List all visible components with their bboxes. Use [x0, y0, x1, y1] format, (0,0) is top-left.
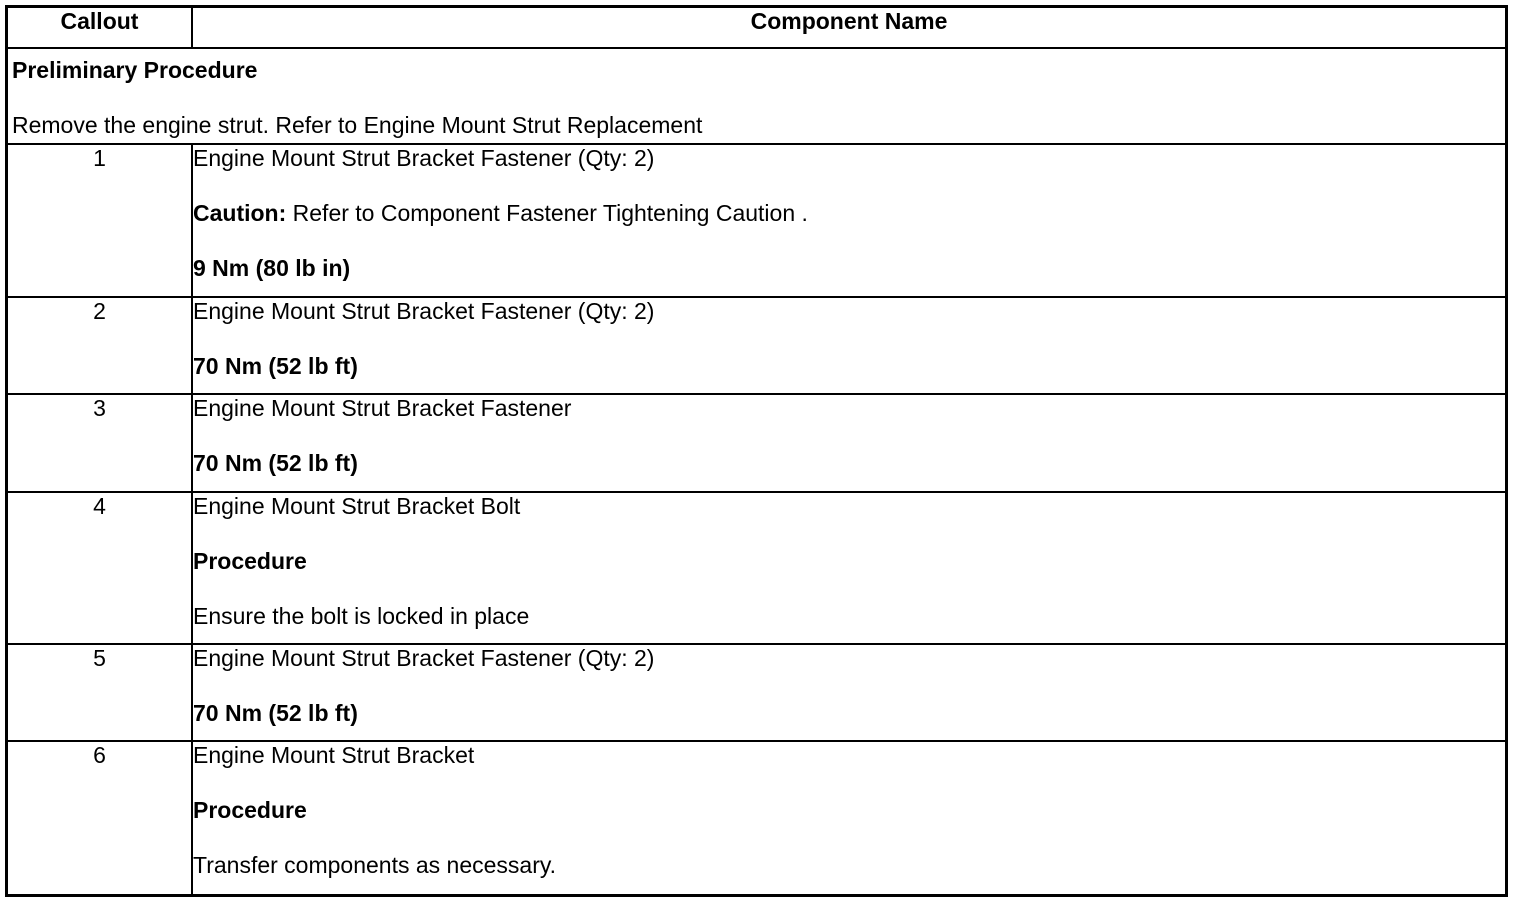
component-cell: [192, 492, 1505, 645]
component-table: [8, 8, 1505, 894]
caution-note: [193, 200, 1505, 227]
column-header-callout: Callout: [8, 8, 192, 48]
component-cell: [192, 741, 1505, 894]
callout-number: 6: [8, 741, 192, 894]
procedure-text: Ensure the bolt is locked in place: [193, 602, 530, 629]
torque-spec: 70 Nm (52 lb ft): [193, 700, 358, 727]
table-row: [8, 394, 1505, 491]
preliminary-procedure-cell: [8, 48, 1505, 144]
component-name: Engine Mount Strut Bracket Fastener: [193, 395, 572, 422]
callout-number: 5: [8, 644, 192, 741]
preliminary-procedure-row: [8, 48, 1505, 144]
torque-spec: 70 Nm (52 lb ft): [193, 450, 358, 477]
procedure-text: Transfer components as necessary.: [193, 852, 557, 879]
caution-text: Refer to Component Fastener Tightening Caution .: [286, 200, 808, 227]
preliminary-procedure-title: Preliminary Procedure: [12, 57, 258, 83]
component-table-frame: [5, 5, 1508, 897]
component-name: Engine Mount Strut Bracket Fastener (Qty: 2): [193, 645, 655, 672]
procedure-label: Procedure: [193, 797, 307, 824]
procedure-label: Procedure: [193, 547, 307, 574]
callout-number: 3: [8, 394, 192, 491]
component-cell: [192, 144, 1505, 297]
component-cell: [192, 297, 1505, 394]
torque-spec: 70 Nm (52 lb ft): [193, 352, 358, 379]
torque-spec: 9 Nm (80 lb in): [193, 255, 351, 282]
component-cell: [192, 394, 1505, 491]
component-name: Engine Mount Strut Bracket Fastener (Qty: 2): [193, 297, 655, 324]
component-name: Engine Mount Strut Bracket: [193, 742, 475, 769]
table-row: [8, 644, 1505, 741]
table-header: [8, 8, 1505, 48]
table-row: [8, 144, 1505, 297]
table-row: [8, 492, 1505, 645]
table-row: [8, 297, 1505, 394]
component-name: Engine Mount Strut Bracket Bolt: [193, 492, 521, 519]
caution-label: Caution:: [193, 200, 287, 227]
callout-number: 1: [8, 144, 192, 297]
column-header-component-name: Component Name: [192, 8, 1505, 48]
callout-number: 4: [8, 492, 192, 645]
preliminary-procedure-text: Remove the engine strut. Refer to Engine Mount Strut Replacement: [12, 112, 703, 138]
callout-number: 2: [8, 297, 192, 394]
component-name: Engine Mount Strut Bracket Fastener (Qty: 2): [193, 145, 655, 172]
table-row: [8, 741, 1505, 894]
component-cell: [192, 644, 1505, 741]
